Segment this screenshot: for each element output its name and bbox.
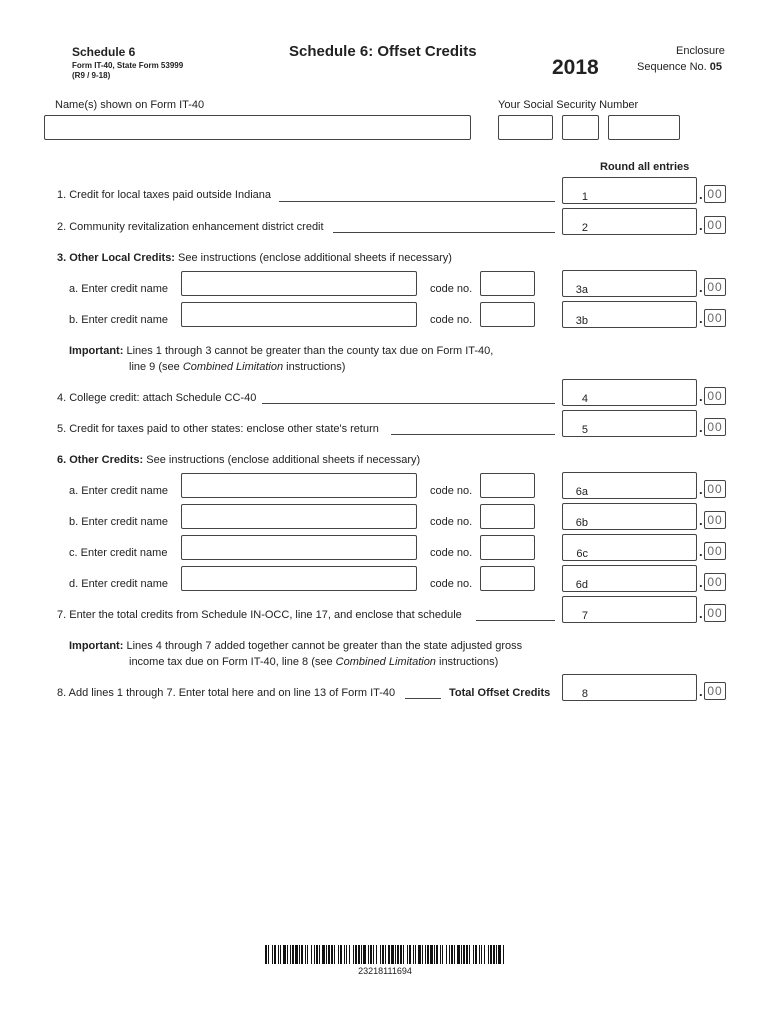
barcode-bar xyxy=(430,945,433,964)
line-6a-code-label: code no. xyxy=(430,485,473,497)
barcode-bar xyxy=(449,945,450,964)
barcode-bar xyxy=(353,945,354,964)
barcode-bar xyxy=(415,945,416,964)
barcode-bar xyxy=(484,945,485,964)
line-3b-code-label: code no. xyxy=(430,314,473,326)
barcode-bar xyxy=(290,945,291,964)
state-form: State Form 53999 xyxy=(116,61,184,70)
tax-year: 2018 xyxy=(552,56,599,79)
barcode-bar xyxy=(425,945,426,964)
barcode-bar xyxy=(479,945,480,964)
barcode-bar xyxy=(268,945,269,964)
decimal-point: . xyxy=(699,389,703,404)
line-2-leader xyxy=(333,232,555,233)
barcode-bar xyxy=(422,945,423,964)
barcode-bar xyxy=(400,945,402,964)
line-6a-label: a. Enter credit name xyxy=(69,485,169,497)
line-6c-code-label: code no. xyxy=(430,547,473,559)
line-6c-credit-name-input[interactable] xyxy=(181,535,417,560)
decimal-point: . xyxy=(699,280,703,295)
decimal-point: . xyxy=(699,684,703,699)
barcode-bar xyxy=(388,945,390,964)
decimal-point: . xyxy=(699,420,703,435)
barcode-bar xyxy=(295,945,298,964)
important-text: income tax due on Form IT-40, line 8 (see xyxy=(129,656,336,668)
barcode-bar xyxy=(413,945,414,964)
barcode-bar xyxy=(493,945,495,964)
decimal-point: . xyxy=(699,544,703,559)
line-3a-code-label: code no. xyxy=(430,283,473,295)
line-6a-number: 6a xyxy=(575,486,588,498)
line-3-title: 3. Other Local Credits: xyxy=(57,252,175,264)
barcode-bar xyxy=(488,945,489,964)
decimal-point: . xyxy=(699,187,703,202)
barcode-bar xyxy=(307,945,308,964)
round-entries-note: Round all entries xyxy=(600,161,690,173)
barcode-bar xyxy=(403,945,404,964)
barcode-bar xyxy=(368,945,369,964)
barcode-bar xyxy=(338,945,339,964)
names-label: Name(s) shown on Form IT-40 xyxy=(55,99,205,111)
barcode-bar xyxy=(316,945,318,964)
line-6c-label: c. Enter credit name xyxy=(69,547,168,559)
line-3-note: See instructions (enclose additional sheets if necessary) xyxy=(178,252,452,264)
important-text: instructions) xyxy=(283,361,346,373)
barcode-bar xyxy=(446,945,447,964)
barcode-bar xyxy=(283,945,286,964)
sequence-label: Sequence No. xyxy=(637,61,707,73)
barcode-bar xyxy=(461,945,462,964)
line-7-number: 7 xyxy=(581,610,588,622)
barcode-bar xyxy=(451,945,453,964)
important-text: Lines 4 through 7 added together cannot be greater than the state adjusted gross xyxy=(126,640,523,652)
barcode-bar xyxy=(498,945,501,964)
line-3a-cents: 00 xyxy=(704,278,726,296)
barcode-bar xyxy=(442,945,443,964)
barcode-bar xyxy=(457,945,460,964)
line-6d-code-input[interactable] xyxy=(480,566,535,591)
line-4-label: 4. College credit: attach Schedule CC-40 xyxy=(57,392,257,404)
line-6b-label: b. Enter credit name xyxy=(69,516,169,528)
barcode-bar xyxy=(466,945,468,964)
line-6-heading xyxy=(57,454,420,466)
decimal-point: . xyxy=(699,606,703,621)
important-text: instructions) xyxy=(435,656,499,668)
barcode-bar xyxy=(373,945,374,964)
line-2-cents: 00 xyxy=(704,216,726,234)
barcode-bar xyxy=(358,945,360,964)
line-6b-credit-name-input[interactable] xyxy=(181,504,417,529)
barcode-bar xyxy=(407,945,408,964)
line-3a-credit-name-input[interactable] xyxy=(181,271,417,296)
line-8-number: 8 xyxy=(581,688,588,700)
total-offset-credits-label: Total Offset Credits xyxy=(449,687,551,699)
important-italic: Combined Limitation xyxy=(335,656,436,668)
line-6a-code-input[interactable] xyxy=(480,473,535,498)
barcode-bar xyxy=(346,945,347,964)
sequence-value: 05 xyxy=(709,61,723,73)
ssn-input-part1[interactable] xyxy=(498,115,553,140)
line-6a-credit-name-input[interactable] xyxy=(181,473,417,498)
barcode-bar xyxy=(299,945,300,964)
barcode-bar xyxy=(376,945,377,964)
line-6-title: 6. Other Credits: xyxy=(57,454,144,466)
barcode-bar xyxy=(311,945,312,964)
barcode-bar xyxy=(463,945,465,964)
line-6b-code-label: code no. xyxy=(430,516,473,528)
decimal-point: . xyxy=(699,218,703,233)
barcode xyxy=(265,945,505,964)
ssn-label: Your Social Security Number xyxy=(498,99,639,111)
schedule-label: Schedule 6 xyxy=(72,45,136,59)
barcode-bar xyxy=(278,945,279,964)
line-6d-code-label: code no. xyxy=(430,578,473,590)
line-3b-label: b. Enter credit name xyxy=(69,314,169,326)
barcode-bar xyxy=(418,945,421,964)
barcode-bar xyxy=(331,945,333,964)
line-5-cents: 00 xyxy=(704,418,726,436)
ssn-input-part2[interactable] xyxy=(562,115,599,140)
line-3-heading xyxy=(57,252,452,264)
barcode-bar xyxy=(314,945,315,964)
line-3a-label: a. Enter credit name xyxy=(69,283,169,295)
barcode-bar xyxy=(274,945,276,964)
line-4-number: 4 xyxy=(581,393,588,405)
decimal-point: . xyxy=(699,482,703,497)
line-3b-cents: 00 xyxy=(704,309,726,327)
line-6c-code-input[interactable] xyxy=(480,535,535,560)
barcode-bar xyxy=(328,945,330,964)
line-6b-cents: 00 xyxy=(704,511,726,529)
barcode-bar xyxy=(490,945,492,964)
barcode-bar xyxy=(473,945,474,964)
line-6a-cents: 00 xyxy=(704,480,726,498)
barcode-bar xyxy=(272,945,273,964)
barcode-bar xyxy=(496,945,497,964)
line-6b-number: 6b xyxy=(575,517,588,529)
barcode-bar xyxy=(305,945,306,964)
decimal-point: . xyxy=(699,575,703,590)
barcode-bar xyxy=(475,945,477,964)
line-2-number: 2 xyxy=(581,222,588,234)
line-3a-code-input[interactable] xyxy=(480,271,535,296)
barcode-bar xyxy=(265,945,267,964)
barcode-bar xyxy=(301,945,303,964)
line-5-leader xyxy=(391,434,555,435)
line-8-leader xyxy=(405,698,441,699)
line-6d-number: 6d xyxy=(575,579,588,591)
line-5-label: 5. Credit for taxes paid to other states: enclose other state's return xyxy=(57,423,379,435)
barcode-bar xyxy=(380,945,381,964)
page-title: Schedule 6: Offset Credits xyxy=(289,43,477,60)
barcode-bar xyxy=(322,945,325,964)
barcode-bar xyxy=(363,945,366,964)
line-4-leader xyxy=(262,403,555,404)
line-3b-code-input[interactable] xyxy=(480,302,535,327)
line-6d-cents: 00 xyxy=(704,573,726,591)
barcode-bar xyxy=(355,945,357,964)
ssn-input-part3[interactable] xyxy=(608,115,680,140)
line-7-cents: 00 xyxy=(704,604,726,622)
line-7-label: 7. Enter the total credits from Schedule IN-OCC, line 17, and enclose that schedule xyxy=(57,609,462,621)
line-5-number: 5 xyxy=(581,424,588,436)
line-8-cents: 00 xyxy=(704,682,726,700)
barcode-bar xyxy=(391,945,394,964)
important-note-1 xyxy=(69,345,493,357)
revision: (R9 / 9-18) xyxy=(72,71,111,80)
sequence-number xyxy=(637,61,722,73)
decimal-point: . xyxy=(699,513,703,528)
barcode-bar xyxy=(436,945,438,964)
line-3a-number: 3a xyxy=(575,284,588,296)
important-text: line 9 (see xyxy=(129,361,183,373)
barcode-bar xyxy=(344,945,345,964)
names-input[interactable] xyxy=(44,115,471,140)
barcode-bar xyxy=(287,945,288,964)
line-6d-label: d. Enter credit name xyxy=(69,578,169,590)
decimal-point: . xyxy=(699,311,703,326)
barcode-bar xyxy=(481,945,482,964)
important-note-1-cont xyxy=(129,361,345,373)
barcode-bar xyxy=(503,945,504,964)
barcode-bar xyxy=(434,945,435,964)
barcode-bar xyxy=(397,945,399,964)
line-6b-code-input[interactable] xyxy=(480,504,535,529)
form-line: Form IT-40, xyxy=(72,61,115,70)
barcode-bar xyxy=(340,945,342,964)
important-text: Lines 1 through 3 cannot be greater than the county tax due on Form IT-40, xyxy=(126,345,494,357)
barcode-bar xyxy=(469,945,470,964)
barcode-bar xyxy=(385,945,386,964)
line-6c-cents: 00 xyxy=(704,542,726,560)
line-2-label: 2. Community revitalization enhancement district credit xyxy=(57,221,324,233)
barcode-bar xyxy=(382,945,384,964)
line-6-note: See instructions (enclose additional sheets if necessary) xyxy=(146,454,421,466)
line-6d-credit-name-input[interactable] xyxy=(181,566,417,591)
barcode-bar xyxy=(326,945,327,964)
barcode-bar xyxy=(440,945,441,964)
barcode-bar xyxy=(427,945,429,964)
important-note-2 xyxy=(69,640,522,652)
barcode-bar xyxy=(334,945,335,964)
important-note-2-cont xyxy=(129,656,498,668)
line-8-label: 8. Add lines 1 through 7. Enter total here and on line 13 of Form IT-40 xyxy=(57,687,396,699)
line-1-number: 1 xyxy=(581,191,588,203)
barcode-bar xyxy=(370,945,372,964)
line-3b-credit-name-input[interactable] xyxy=(181,302,417,327)
barcode-bar xyxy=(280,945,281,964)
line-4-cents: 00 xyxy=(704,387,726,405)
line-1-label: 1. Credit for local taxes paid outside Indiana xyxy=(57,189,272,201)
barcode-bar xyxy=(454,945,455,964)
form-reference xyxy=(72,61,183,70)
line-3b-number: 3b xyxy=(575,315,588,327)
barcode-number: 23218111694 xyxy=(358,966,412,976)
barcode-bar xyxy=(409,945,411,964)
line-7-leader xyxy=(476,620,555,621)
line-1-leader xyxy=(279,201,555,202)
barcode-bar xyxy=(319,945,320,964)
barcode-bar xyxy=(349,945,350,964)
barcode-bar xyxy=(292,945,294,964)
important-italic: Combined Limitation xyxy=(182,361,284,373)
important-label: Important: xyxy=(69,640,124,652)
barcode-bar xyxy=(361,945,362,964)
enclosure-label: Enclosure xyxy=(676,45,725,57)
line-1-cents: 00 xyxy=(704,185,726,203)
important-label: Important: xyxy=(69,345,124,357)
barcode-bar xyxy=(395,945,396,964)
line-6c-number: 6c xyxy=(576,548,588,560)
